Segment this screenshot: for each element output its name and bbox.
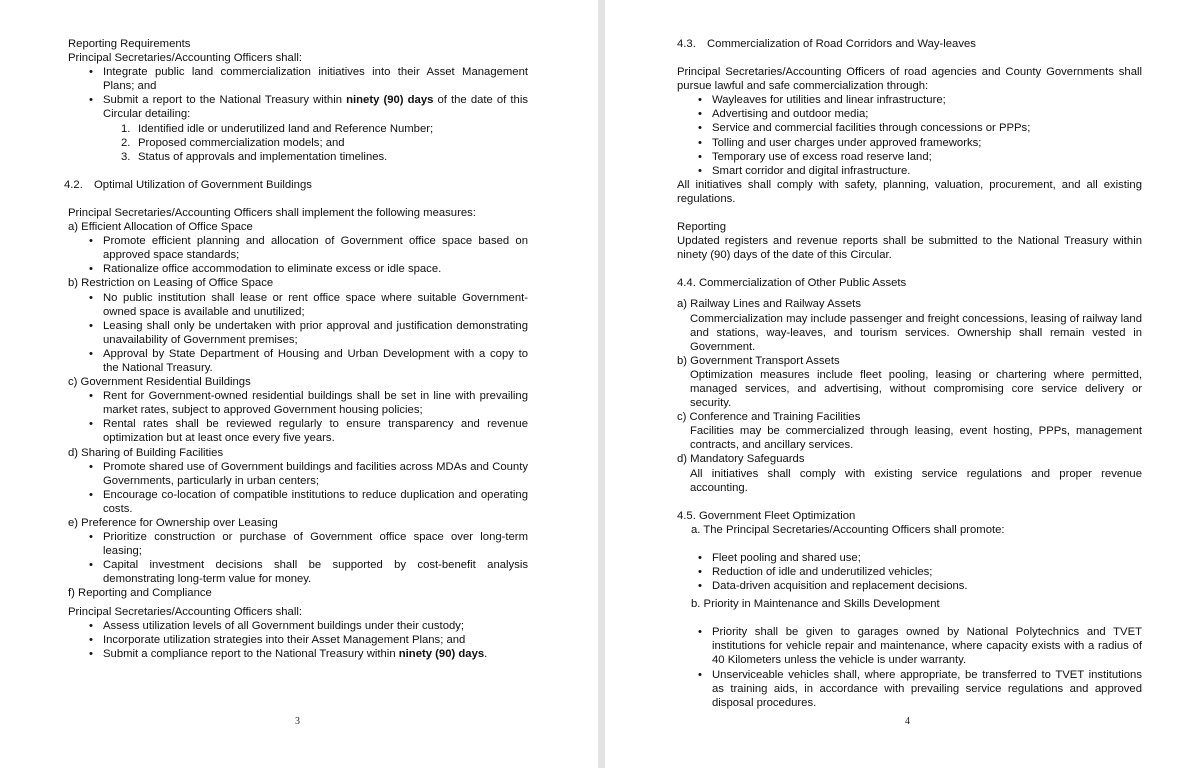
conference-heading: c) Conference and Training Facilities (677, 411, 861, 424)
list-item: • Unserviceable vehicles shall, where appropriate, be transferred to TVET institutions as training aids, in accordance with prevailing service regulations and approved disposal procedures. (677, 668, 1142, 710)
list-item: • Submit a compliance report to the National Treasury within ninety (90) days. (68, 647, 528, 661)
list-item: • Approval by State Department of Housing and Urban Development with a copy to the National Treasury. (68, 347, 528, 375)
section-4-3-list (677, 93, 1142, 178)
conference-text: Facilities may be commercialized through leasing, event hosting, PPPs, management contracts, and ancillary services. (690, 425, 1142, 452)
fleet-a-list (677, 551, 1142, 593)
page-4-content (677, 37, 1142, 710)
reporting-heading: Reporting (677, 221, 726, 234)
subsection-e-heading: e) Preference for Ownership over Leasing (68, 517, 278, 529)
subsection-f-list (68, 619, 528, 661)
railway-text: Commercialization may include passenger and freight concessions, leasing of railway land and stations, way-leaves, and tourism services. Ownership shall remain vested in Government. (690, 312, 1142, 353)
railway-heading: a) Railway Lines and Railway Assets (677, 298, 861, 311)
reporting-requirements-intro: Principal Secretaries/Accounting Officers shall: (68, 52, 302, 65)
transport-text: Optimization measures include fleet pooling, leasing or chartering where permitted, managed services, and advertising, without compromising core service delivery or security. (690, 368, 1142, 410)
page-number: 3 (295, 716, 300, 727)
list-item: • Encourage co-location of compatible institutions to reduce duplication and operating costs. (68, 488, 528, 516)
list-item: • Prioritize construction or purchase of Government office space over long-term leasing; (68, 530, 528, 558)
subsection-d-list (68, 460, 528, 516)
list-item: • Leasing shall only be undertaken with prior approval and justification demonstrating unavailability of Government premises; (68, 319, 528, 347)
subsection-f-intro: Principal Secretaries/Accounting Officers shall: (68, 605, 302, 618)
subsection-d-heading: d) Sharing of Building Facilities (68, 446, 224, 459)
reporting-requirements-heading: Reporting Requirements (68, 38, 191, 50)
fleet-a-heading: a. The Principal Secretaries/Accounting Officers shall promote: (691, 523, 1005, 536)
section-4-3-closing: All initiatives shall comply with safety, planning, valuation, procurement, and all existing regulations. (677, 178, 1142, 205)
list-item: • Fleet pooling and shared use; (677, 551, 1142, 565)
list-item: 3. Status of approvals and implementation timelines. (121, 150, 388, 163)
list-item: 1. Identified idle or underutilized land and Reference Number; (121, 122, 434, 135)
fleet-b-list (677, 625, 1142, 710)
subsection-b-heading: b) Restriction on Leasing of Office Space (68, 277, 274, 290)
list-item: • Tolling and user charges under approved frameworks; (677, 136, 1142, 150)
reporting-requirements-list (68, 65, 528, 121)
list-item: • Promote shared use of Government buildings and facilities across MDAs and County Governments, particularly in urban centers; (68, 460, 528, 488)
bold-text: ninety (90) days (346, 94, 434, 107)
safeguards-text: All initiatives shall comply with existing service regulations and proper revenue accounting. (690, 467, 1142, 494)
list-item: • Incorporate utilization strategies into their Asset Management Plans; and (68, 633, 528, 647)
list-item: • Wayleaves for utilities and linear infrastructure; (677, 93, 1142, 107)
list-item: • Advertising and outdoor media; (677, 107, 1142, 121)
list-item: • Reduction of idle and underutilized vehicles; (677, 565, 1142, 579)
list-item: 2. Proposed commercialization models; and (121, 136, 345, 149)
safeguards-heading: d) Mandatory Safeguards (677, 453, 805, 466)
list-item: • Submit a report to the National Treasury within ninety (90) days of the date of this Circular detailing: (68, 93, 528, 121)
page-number: 4 (905, 716, 910, 727)
list-item: • Rationalize office accommodation to eliminate excess or idle space. (68, 262, 528, 276)
list-item: • Service and commercial facilities through concessions or PPPs; (677, 121, 1142, 135)
subsection-a-heading: a) Efficient Allocation of Office Space (68, 221, 253, 234)
list-item: • Priority shall be given to garages owned by National Polytechnics and TVET institutions for vehicle repair and maintenance, where capacity exists with a radius of 40 Kilometers unless the vehicle is under warranty. (677, 625, 1142, 667)
section-4-4-heading: 4.4. Commercialization of Other Public Assets (677, 277, 907, 290)
fleet-b-heading: b. Priority in Maintenance and Skills Development (691, 598, 940, 611)
list-item: • Smart corridor and digital infrastructure. (677, 164, 1142, 178)
document-page-3 (0, 0, 598, 768)
subsection-c-heading: c) Government Residential Buildings (68, 376, 251, 389)
list-item: • Integrate public land commercialization initiatives into their Asset Management Plans; and (68, 65, 528, 93)
list-item: • Temporary use of excess road reserve land; (677, 150, 1142, 164)
list-item: • Capital investment decisions shall be supported by cost-benefit analysis demonstrating long-term value for money. (68, 558, 528, 586)
section-4-2-heading: 4.2. Optimal Utilization of Government Buildings (64, 178, 312, 191)
reporting-text: Updated registers and revenue reports shall be submitted to the National Treasury within ninety (90) days of the date of this Circular. (677, 235, 1142, 262)
subsection-c-list (68, 389, 528, 445)
document-page-4 (605, 0, 1200, 768)
section-4-5-heading: 4.5. Government Fleet Optimization (677, 509, 856, 522)
section-4-3-intro: Principal Secretaries/Accounting Officers of road agencies and County Governments shall pursue lawful and safe commercialization through: (677, 66, 1142, 93)
section-4-3-heading: 4.3. Commercialization of Road Corridors and Way-leaves (677, 38, 976, 50)
section-4-2-intro: Principal Secretaries/Accounting Officers shall implement the following measures: (68, 206, 476, 219)
bold-text: ninety (90) days (398, 647, 485, 660)
subsection-e-list (68, 530, 528, 586)
list-item: • Rental rates shall be reviewed regularly to ensure transparency and revenue optimization but at least once every five years. (68, 417, 528, 445)
list-item: • Promote efficient planning and allocation of Government office space based on approved space standards; (68, 234, 528, 262)
subsection-a-list (68, 234, 528, 276)
numbered-list (68, 122, 528, 164)
list-item: • No public institution shall lease or rent office space where suitable Government-owned space is available and unutilized; (68, 291, 528, 319)
transport-heading: b) Government Transport Assets (677, 354, 840, 367)
page-3-content (64, 37, 528, 661)
list-item: • Data-driven acquisition and replacement decisions. (677, 579, 1142, 593)
list-item: • Rent for Government-owned residential buildings shall be set in line with prevailing market rates, subject to approved Government housing policies; (68, 389, 528, 417)
subsection-f-heading: f) Reporting and Compliance (68, 587, 212, 600)
list-item: • Assess utilization levels of all Government buildings under their custody; (68, 619, 528, 633)
subsection-b-list (68, 291, 528, 376)
